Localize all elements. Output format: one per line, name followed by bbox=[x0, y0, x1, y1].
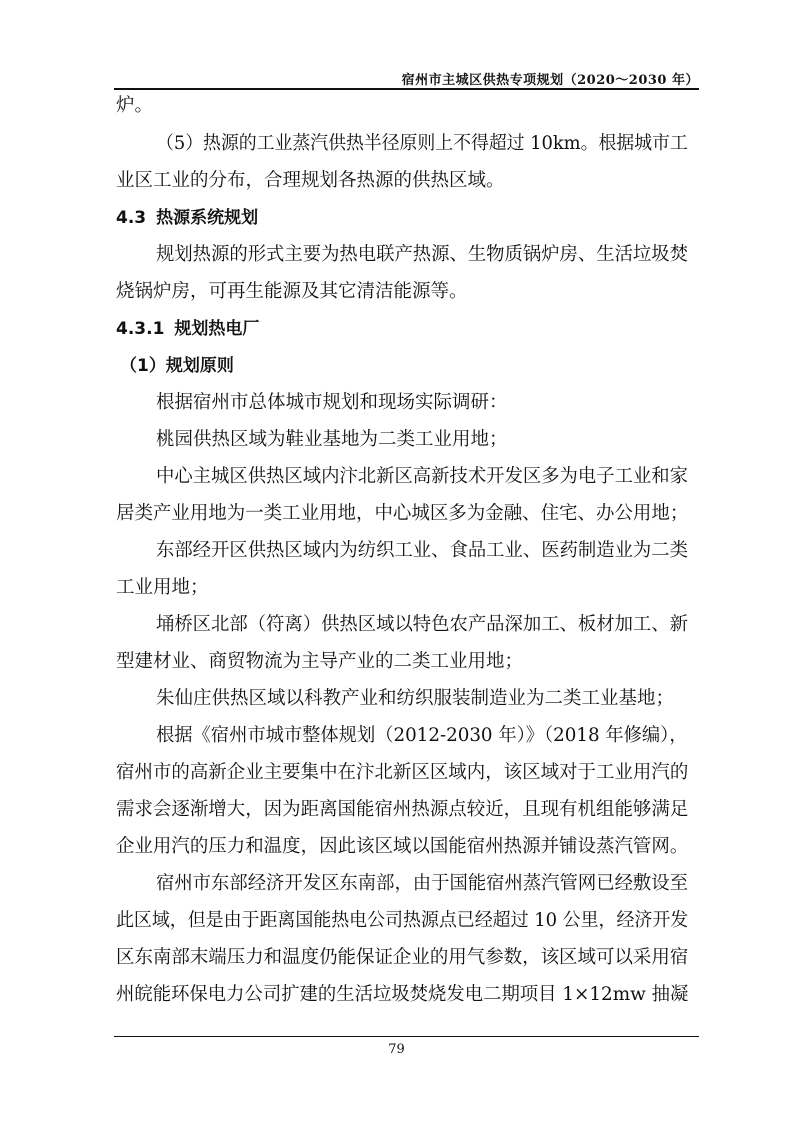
section-heading-4-3-1 bbox=[116, 317, 688, 341]
footer-rule bbox=[114, 1036, 699, 1037]
subsection-heading: （1）规划原则 bbox=[120, 356, 234, 376]
paragraph-line: 企业用汽的压力和温度，因此该区域以国能宿州热源并铺设蒸汽管网。 bbox=[116, 836, 689, 857]
paragraph-line: 此区域，但是由于距离国能热电公司热源点已经超过 10 公里，经济开发 bbox=[116, 910, 689, 931]
paragraph-line: 烧锅炉房，可再生能源及其它清洁能源等。 bbox=[116, 281, 468, 302]
paragraph-line: 根据宿州市总体城市规划和现场实际调研： bbox=[156, 392, 508, 413]
paragraph-line: 居类产业用地为一类工业用地，中心城区多为金融、住宅、办公用地； bbox=[116, 503, 689, 524]
paragraph-line: 型建材业、商贸物流为主导产业的二类工业用地； bbox=[116, 651, 524, 672]
section-heading-4-3 bbox=[116, 206, 688, 230]
running-header-title: 宿州市主城区供热专项规划（2020～2030 年） bbox=[401, 73, 699, 88]
paragraph-line: 根据《宿州市城市整体规划（2012-2030 年）》（2018 年修编）， bbox=[156, 725, 688, 746]
paragraph-line: 宿州市东部经济开发区东南部，由于国能宿州蒸汽管网已经敷设至 bbox=[156, 873, 688, 894]
header-rule bbox=[114, 88, 699, 90]
paragraph-line: 东部经开区供热区域内为纺织工业、食品工业、医药制造业为二类 bbox=[156, 540, 688, 561]
section-title: 规划热电厂 bbox=[174, 319, 260, 339]
paragraph-line: 桃园供热区域为鞋业基地为二类工业用地； bbox=[156, 429, 508, 450]
page-number: 79 bbox=[388, 1042, 405, 1057]
paragraph-line: 业区工业的分布，合理规划各热源的供热区域。 bbox=[116, 170, 505, 191]
section-title: 热源系统规划 bbox=[156, 208, 259, 228]
paragraph-line: 埇桥区北部（符离）供热区域以特色农产品深加工、板材加工、新 bbox=[156, 614, 688, 635]
paragraph-line: 区东南部末端压力和温度仍能保证企业的用气参数，该区域可以采用宿 bbox=[116, 947, 689, 968]
section-number: 4.3 bbox=[116, 208, 147, 228]
paragraph-line: 宿州市的高新企业主要集中在汴北新区区域内，该区域对于工业用汽的 bbox=[116, 762, 689, 783]
paragraph-line: 朱仙庄供热区域以科教产业和纺织服装制造业为二类工业基地； bbox=[156, 688, 675, 709]
section-number: 4.3.1 bbox=[116, 319, 165, 339]
paragraph-line: 规划热源的形式主要为热电联产热源、生物质锅炉房、生活垃圾焚 bbox=[156, 244, 688, 265]
paragraph-line: 州皖能环保电力公司扩建的生活垃圾焚烧发电二期项目 1×12mw 抽凝 bbox=[116, 984, 689, 1005]
paragraph-line: （5）热源的工业蒸汽供热半径原则上不得超过 10km。根据城市工 bbox=[156, 133, 688, 154]
paragraph-line: 需求会逐渐增大，因为距离国能宿州热源点较近，且现有机组能够满足 bbox=[116, 799, 689, 820]
paragraph-line: 中心主城区供热区域内汴北新区高新技术开发区多为电子工业和家 bbox=[156, 466, 688, 487]
paragraph-line: 工业用地； bbox=[116, 577, 209, 598]
paragraph-line: 炉。 bbox=[116, 95, 154, 116]
